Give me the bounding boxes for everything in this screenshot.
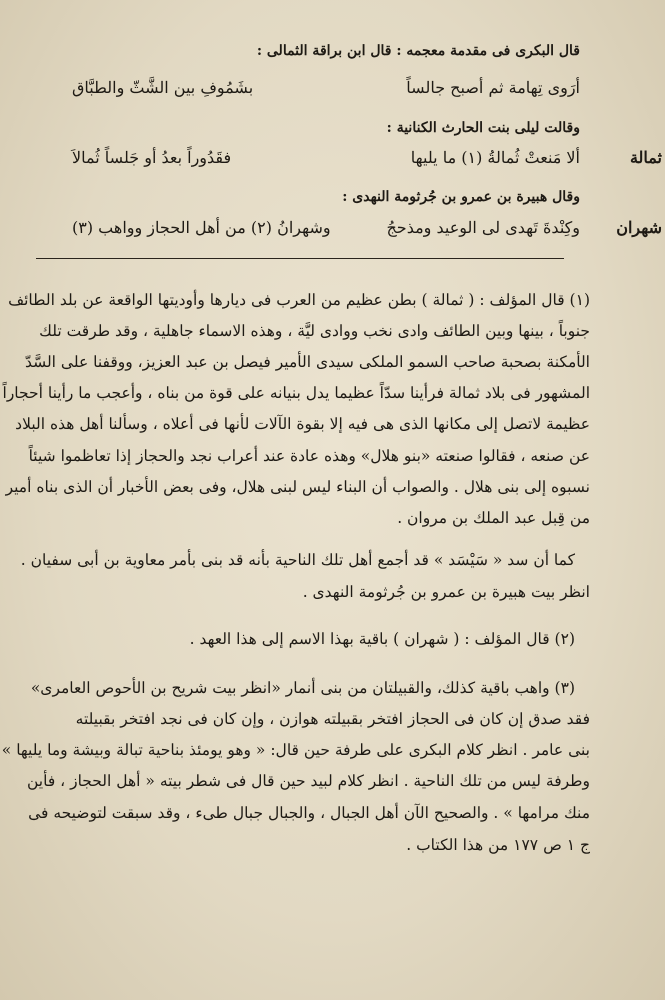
margin-keyword: شهران xyxy=(616,218,662,237)
footnote-line: (٣) واهب باقية كذلك، والقبيلتان من بنى أنمار «انظر بيت شريح بن الأحوص العامرى» xyxy=(30,679,575,697)
verse-intro: وقال هبيرة بن عمرو بن جُرثومة النهدى : xyxy=(342,189,580,205)
verse-hemistich-second: فقَدُوراً بعدُ أو جَلساً ثُمالاَ xyxy=(72,148,232,167)
footnote-line: جنوباً ، بينها وبين الطائف وادى نخب ووادى ليَّة ، وهذه الاسماء جاهلية ، وقد طرقت تلك xyxy=(39,322,590,340)
verse-hemistich-first: وكِنْدةَ تَهدى لى الوعيد ومذحجُ xyxy=(386,218,580,237)
verse-intro: وقالت ليلى بنت الحارث الكنانية : xyxy=(386,120,580,136)
footnote-line: كما أن سد « سَيْسَد » قد أجمع أهل تلك الناحية بأنه قد بنى بأمر معاوية بن أبى سفيان . xyxy=(20,551,575,569)
verse-hemistich-first: أرَوى تِهامة ثم أصبح جالساً xyxy=(406,78,580,97)
footnote-line: نسبوه إلى بنى هلال . والصواب أن البناء ليس لبنى هلال، وفى بعض الأخبار أن الذى بناه أمير xyxy=(5,478,590,496)
footnote-line: منك مرامها » . والصحيح الآن أهل الجبال ، والجبال جبال طىء ، وقد سبقت لتوضيحه فى xyxy=(28,804,590,822)
footnote-line: عن صنعه ، فقالوا صنعته «بنو هلال» وهذه عادة عند أعراب نجد والحجاز إذا تعاظموا شيئاً xyxy=(28,447,590,465)
verse-hemistich-second: بشَمُوفِ بين الشَّثّ والطبَّاق xyxy=(72,78,254,97)
footnote-line: (٢) قال المؤلف : ( شهران ) باقية بهذا الاسم إلى هذا العهد . xyxy=(189,630,575,648)
footnote-line: وطرفة ليس من تلك الناحية . انظر كلام لبيد حين قال فى شطر بيته « أهل الحجاز ، فأين xyxy=(26,772,590,790)
footnote-line: فقد صدق إن كان فى الحجاز افتخر بقبيلته هوازن ، وإن كان فى نجد افتخر بقبيلته xyxy=(75,710,590,728)
footnote-line: الأمكنة بصحبة صاحب السمو الملكى سيدى الأمير فيصل بن عبد العزيز، ووقفنا على السَّدّ xyxy=(24,353,590,371)
separator-rule xyxy=(36,258,564,259)
footnote-line: من قِبل عبد الملك بن مروان . xyxy=(397,509,590,527)
verse-hemistich-second: وشهرانُ (٢) من أهل الحجاز وواهب (٣) xyxy=(72,218,331,237)
footnote-line: عظيمة لاتصل إلى مكانها الذى هى فيه إلا بقوة الآلات لأنها فى أعلاه ، وسألنا أهل هذه البلاد xyxy=(15,415,590,433)
verse-hemistich-first: ألا مَنعتْ ثُمالةُ (١) ما يليها xyxy=(410,148,580,167)
verse-intro: قال البكرى فى مقدمة معجمه : قال ابن براقة الثمالى : xyxy=(256,43,580,59)
margin-keyword: ثمالة xyxy=(629,148,662,167)
footnote-line: بنى عامر . انظر كلام البكرى على طرفة حين قال: « وهو يومئذ بناحية تبالة وبيشة وما يليها » xyxy=(1,741,590,759)
footnote-line: (١) قال المؤلف : ( ثمالة ) بطن عظيم من العرب فى ديارها وأوديتها الواقعة عن بلد الطائف xyxy=(8,291,590,309)
footnote-line: انظر بيت هبيرة بن عمرو بن جُرثومة النهدى . xyxy=(302,583,590,601)
footnote-line: المشهور فى بلاد ثمالة فرأينا سدّاً عظيما يدل بنيانه على قوة من بناه ، وأعجب ما رأينا أحجاراً xyxy=(2,384,590,402)
footnote-line: ج ١ ص ١٧٧ من هذا الكتاب . xyxy=(406,836,590,854)
